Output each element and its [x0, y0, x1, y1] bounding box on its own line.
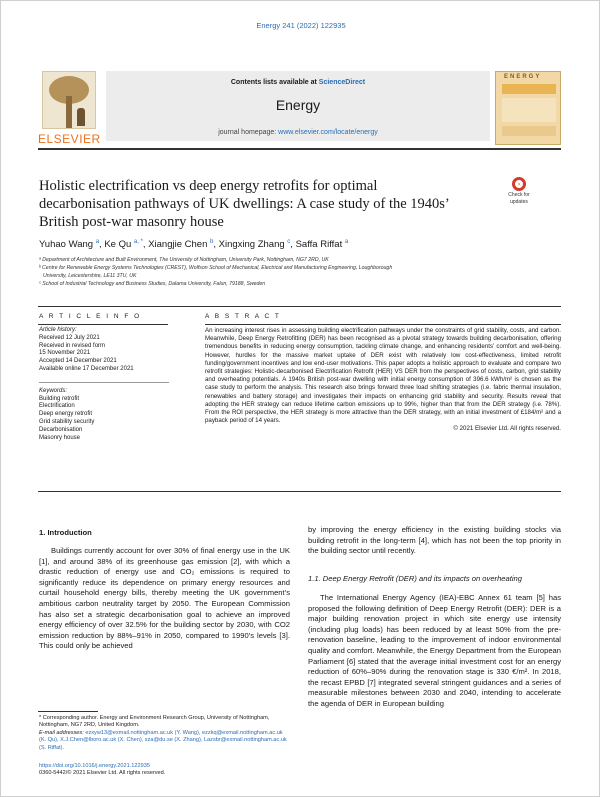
- author-name[interactable]: Xingxing Zhang: [218, 239, 285, 251]
- journal-title: Energy: [275, 97, 321, 113]
- keyword: Decarbonisation: [39, 426, 83, 433]
- footnote-divider: [38, 711, 98, 712]
- journal-reference-link[interactable]: Energy 241 (2022) 122935: [256, 21, 346, 30]
- author-name[interactable]: Xiangjie Chen: [148, 239, 208, 251]
- history-item: Received in revised form: [39, 342, 106, 349]
- intro-paragraph-cont: by improving the energy efficiency in the existing building stocks via building retrofit in the long-term [4], which has not been the top priority in the building sector until recently.: [308, 525, 561, 556]
- history-divider: [39, 374, 169, 383]
- intro-paragraph: Buildings currently account for over 30% of final energy use in the UK [1], and around 38% of its greenhouse gas emission [2], with which a drastic reduction of energy use and CO₂ emissions is required to significantly reduce its dependence on primary energy resources and curtail household energy bills, thereby meeting the UK government’s ambitious carbon neutrality target by 2050. The European Commission has also set a strategic decarbonisation goal to achieve an improved energy efficiency of over 32.5% for the building sector by 2030, with CO2 emission reduction by 88%–91% in 2050, compared to 1990’s levels [3]. This could only be achieved: [39, 546, 290, 651]
- subsection-heading-der: 1.1. Deep Energy Retrofit (DER) and its impacts on overheating: [308, 574, 522, 583]
- abstract-label: A B S T R A C T: [205, 313, 281, 320]
- affiliation-c: ᶜ School of Industrial Technology and Business Studies, Dalarna University, Falun, 79188, Sweden: [39, 281, 266, 287]
- abstract-copyright: © 2021 Elsevier Ltd. All rights reserved.: [453, 425, 561, 433]
- abstract-divider: [205, 324, 561, 325]
- journal-homepage-link[interactable]: www.elsevier.com/locate/energy: [278, 129, 378, 136]
- abstract-bottom-divider: [38, 491, 561, 492]
- keyword: Grid stability security: [39, 418, 95, 425]
- history-label: Article history:: [39, 327, 77, 333]
- affiliation-a: ᵃ Department of Architecture and Built Environment, The University of Nottingham, University Park, Nottingham, NG7 2RD, UK: [39, 257, 329, 263]
- elsevier-logo: [38, 71, 100, 146]
- keyword: Building retrofit: [39, 395, 80, 402]
- author-list: Yuhao Wang $^a$, Ke Qu $^{a, *}$, Xiangjie Chen $^b$, Xingxing Zhang $^c$, Saffa Riffat $^a$: [39, 239, 349, 251]
- article-title: Holistic electrification vs deep energy retrofits for optimal decarbonisation pathways of UK dwellings: A case study of the 1940s’ British post-war masonry house: [39, 178, 450, 230]
- journal-cover-thumbnail: [495, 71, 561, 145]
- check-updates-icon: [512, 177, 526, 191]
- footnote-doi: [39, 763, 290, 778]
- header-divider: [38, 148, 561, 150]
- abstract-text: An increasing interest rises in assessing building electrification pathways under the constraints of grid stability, costs, and carbon. Meanwhile, Deep Energy Retrofitting (DER) has been recognised as a pivotal strategy towards building decarbonisation, offering tremendous benefits in reducing energy consumption, tackling climate change, and enhancing residents’ comfort and well-being. However, hurdles for the massive market uptake of DER exist with relatively low cost-effectiveness, limited retrofit funding/government incentives and low end-user motivations. This paper adopts a holistic approach to evaluate and compare two retrofit strategies: Holistic-decarbonised Electrification Retrofit (HER) VS DER from the perspectives of costs, carbon, grid stability and overheating potentials. A 1940s British post-war dwelling with initial energy consumption of 396.6 kWh/m² is chosen as the case study to perform the analysis. This research also brings forward three load shifting strategies (i.e. fabric thermal insulation, renewables and battery storage) and investigates their impacts on enhancing grid stability and security. Results reveal that adopting the HER strategy can reduce lifetime carbon emissions up to 99%, higher than that from the DER strategy (i.e. 78%). From the ROI perspective, the HER strategy is more attractive than the DER strategy, with an initial investment of £184/m² and a payback period of 14 years.: [205, 327, 561, 425]
- issn-line: 0360-5442/© 2021 Elsevier Ltd. All rights reserved.: [39, 770, 166, 777]
- keyword: Deep energy retrofit: [39, 411, 93, 418]
- info-top-divider: [38, 306, 561, 307]
- doi-link[interactable]: https://doi.org/10.1016/j.energy.2021.122935: [39, 763, 150, 769]
- journal-homepage-line: journal homepage: www.elsevier.com/locate/energy: [218, 129, 378, 136]
- keyword: Masonry house: [39, 434, 81, 441]
- affiliation-b: ᵇ Centre for Renewable Energy Systems Technologies (CREST), Wolfson School of Mechanical, Electrical and Manufacturing Engineering, Loughborough: [39, 265, 393, 271]
- abstract-body: [205, 327, 561, 434]
- der-paragraph: The International Energy Agency (IEA)-EBC Annex 61 team [5] has proposed the following definition of Deep Energy Retrofit (DER): DER is a major building renovation project in which site energy use intensity (including plug loads) has been reduced by at least 50% from the pre-renovation baseline, leading to the improvement of indoor environmental quality and comfort. Meanwhile, the Energy Department from the European Parliament [6] stated that the average initial investment cost for an energy reduction of 60%–90% during the renovation stage is 330 €/m². In 2018, the recast EPBD [7] integrated several stringent guidances and a series of measurable milestones between 2030 and 2040, intending to accelerate the agenda of DER in European building: [308, 593, 561, 708]
- elsevier-wordmark: ELSEVIER: [38, 132, 101, 146]
- check-for-updates-badge[interactable]: Check for updates: [504, 177, 534, 209]
- author-name[interactable]: Ke Qu: [104, 239, 132, 251]
- history-item: Available online 17 December 2021: [39, 365, 134, 372]
- author-emails[interactable]: ezxyw13@exmail.nottingham.ac.uk (Y. Wang), ezzkq@exmail.nottingham.ac.uk (K. Qu), X.J.Chen@lboro.ac.uk (X. Chen), xza@du.se (X. Zhang), Lazsbr@exmail.nottingham.ac.uk (S. Riffat).: [39, 729, 287, 751]
- article-info-label: A R T I C L E I N F O: [39, 313, 142, 320]
- keywords-label: Keywords:: [39, 387, 68, 394]
- sciencedirect-link[interactable]: ScienceDirect: [318, 79, 366, 86]
- article-info-divider: [38, 324, 168, 325]
- cover-title: ENERGY: [504, 74, 542, 80]
- elsevier-tree-icon: [42, 71, 96, 129]
- footnote-corresponding: * Corresponding author. Energy and Environment Research Group, University of Nottingham, Nottingham, NG7 2RD, United Kingdom. E-mail addresses: ezxyw13@exmail.nottingham.ac.uk (Y. Wang), ezzkq@exmail.nottingham.ac.uk (K. Qu), X.J.Chen@lboro.ac.uk (X. Chen), xza@du.se (X. Zhang), Lazsbr@exmail.nottingham.ac.uk (S. Riffat).: [39, 715, 287, 751]
- author-name[interactable]: Yuhao Wang: [39, 239, 94, 251]
- history-item: Accepted 14 December 2021: [39, 358, 117, 365]
- section-heading-introduction: 1. Introduction: [39, 528, 92, 537]
- history-item: 15 November 2021: [39, 350, 91, 357]
- contents-line: Contents lists available at ScienceDirect: [230, 79, 366, 86]
- affiliation-b-cont: University, Leicestershire, LE11 3TU, UK: [43, 273, 137, 279]
- keyword: Electrification: [39, 403, 75, 410]
- history-item: Received 12 July 2021: [39, 334, 100, 341]
- article-info-panel: [39, 327, 169, 442]
- author-name[interactable]: Saffa Riffat: [295, 239, 343, 251]
